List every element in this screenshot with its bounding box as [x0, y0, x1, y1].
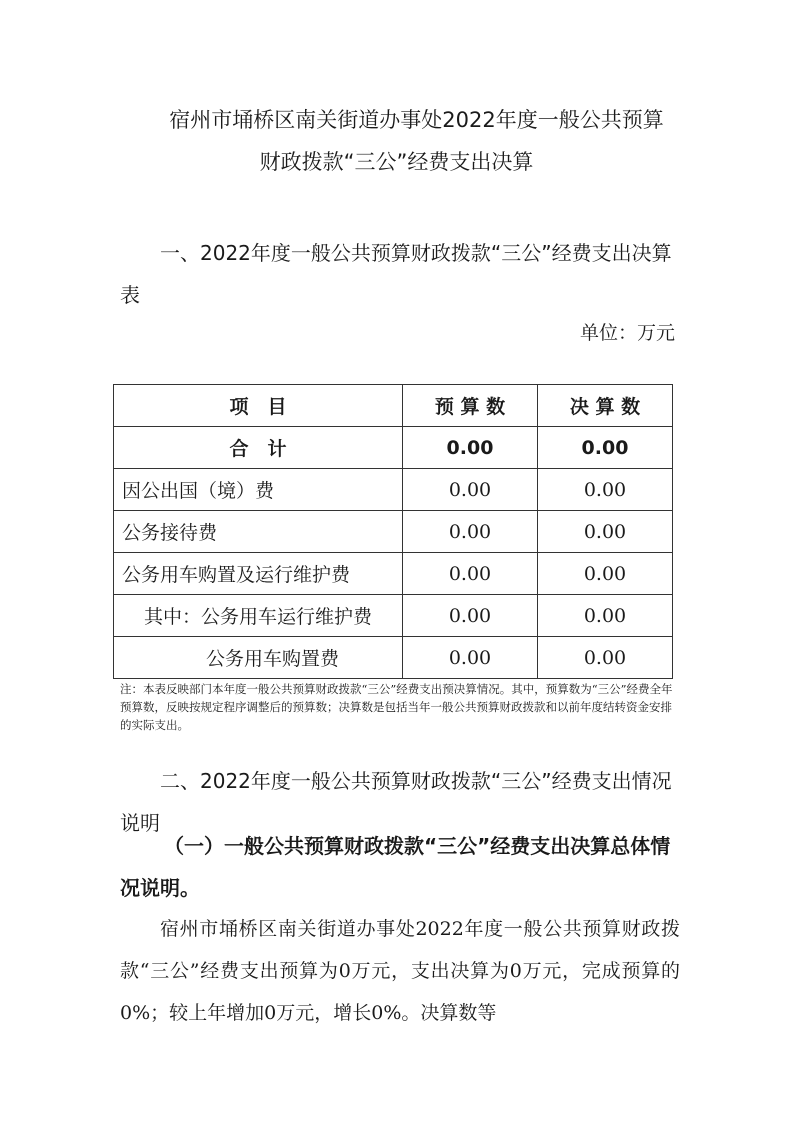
table-row — [114, 511, 673, 553]
section1-heading: 一、2022年度一般公共预算财政拨款“三公”经费支出决算表 — [120, 241, 672, 307]
row-final: 0.00 — [537, 511, 672, 553]
body-paragraph: 宿州市埇桥区南关街道办事处2022年度一般公共预算财政拨款“三公”经费支出预算为0万元，支出决算为0万元，完成预算的0%；较上年增加0万元，增长0%。决算数等 — [120, 918, 680, 1024]
row-budget: 0.00 — [402, 511, 537, 553]
row-label: 其中：公务用车运行维护费 — [114, 595, 403, 637]
row-final: 0.00 — [537, 469, 672, 511]
header-item: 项 目 — [114, 385, 403, 427]
table-row — [114, 595, 673, 637]
row-label: 公务接待费 — [114, 511, 403, 553]
row-budget: 0.00 — [402, 637, 537, 679]
doc-title-line1: 宿州市埇桥区南关街道办事处2022年度一般公共预算 — [169, 108, 664, 132]
header-budget: 预 算 数 — [402, 385, 537, 427]
section2-heading: 二、2022年度一般公共预算财政拨款“三公”经费支出情况说明 — [120, 769, 672, 835]
expense-table — [113, 384, 673, 679]
table-row — [114, 469, 673, 511]
row-final: 0.00 — [537, 427, 672, 469]
table-note: 注：本表反映部门本年度一般公共预算财政拨款“三公”经费支出预决算情况。其中，预算数为“三公”经费全年预算数，反映按规定程序调整后的预算数；决算数是包括当年一般公共预算财政拨款和以前年度结转资金安排的实际支出。 — [120, 682, 673, 732]
row-label: 合 计 — [114, 427, 403, 469]
row-final: 0.00 — [537, 595, 672, 637]
table-row — [114, 553, 673, 595]
table-row-total — [114, 427, 673, 469]
section2-subheading: （一）一般公共预算财政拨款“三公”经费支出决算总体情况说明。 — [120, 834, 671, 900]
row-budget: 0.00 — [402, 595, 537, 637]
doc-title-line2: 财政拨款“三公”经费支出决算 — [259, 150, 534, 174]
unit-label: 单位：万元 — [579, 322, 675, 344]
table-header-row — [114, 385, 673, 427]
row-label: 因公出国（境）费 — [114, 469, 403, 511]
row-budget: 0.00 — [402, 553, 537, 595]
header-final: 决 算 数 — [537, 385, 672, 427]
row-label: 公务用车购置及运行维护费 — [114, 553, 403, 595]
row-final: 0.00 — [537, 637, 672, 679]
table-row — [114, 637, 673, 679]
row-label: 公务用车购置费 — [114, 637, 403, 679]
row-budget: 0.00 — [402, 469, 537, 511]
row-budget: 0.00 — [402, 427, 537, 469]
row-final: 0.00 — [537, 553, 672, 595]
